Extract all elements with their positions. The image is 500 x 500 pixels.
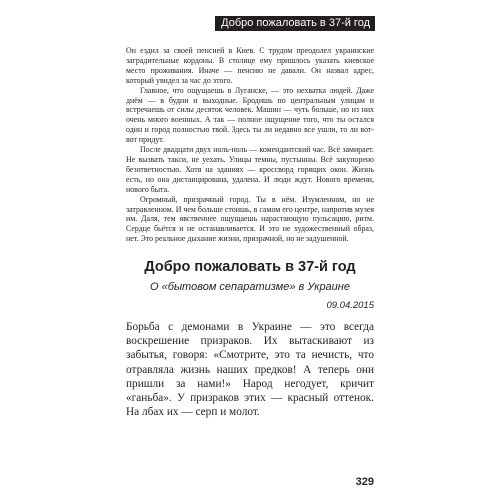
running-header: Добро пожаловать в 37-й год	[215, 16, 375, 31]
section-subtitle: О «бытовом сепаратизме» в Украине	[150, 281, 350, 294]
paragraph: Он ездил за своей пенсией в Киев. С трудом преодолел украинские заградительные кордоны. В столице ему пришлось указать киевское место проживания. Иначе — пенсию не давали. Он назвал адрес, который увидел за час до этого.	[126, 46, 374, 85]
paragraph: После двадцати двух ноль-ноль — комендантский час. Всё замирает. Не вызвать такси, не уехать. Улицы темны, пустынны. Всё закупорено безответностью. Хотя на зданиях — кроссворд горящих окон. Жизнь есть, но она дистанцирована, удалена. И люди ждут. Нового времени, нового быта.	[126, 145, 374, 194]
article-two-body	[126, 320, 374, 419]
section-title: Добро пожаловать в 37-й год	[144, 259, 356, 276]
article-body	[126, 46, 374, 244]
page-number: 329	[355, 476, 374, 488]
paragraph: Борьба с демонами в Украине — это всегда воскрешение призраков. Их вытаскивают из забытья, говоря: «Смотрите, это та нечисть, что отравляла жизнь наших предков! А теперь они пришли за нами!» Народ негодует, кричит «ганьба». У призраков этих — красный оттенок. На лбах их — серп и молот.	[126, 321, 374, 419]
section-date: 09.04.2015	[326, 300, 374, 312]
paragraph: Огромный, призрачный город. Ты в нём. Изумленном, но не затравленном. И чем больше стоишь, в самом его центре, напротив музея им. Даля, тем явственнее ощущаешь нарастающую пульсацию, ритм. Сердце бьётся и не останавливается. И это не художественный образ, нет. Это реальное дыхание жизни, призрачной, но не задушенной.	[126, 194, 374, 244]
paragraph: Главное, что ощущаешь в Луганске, — это нехватка людей. Даже днём — в будни и выходные. Бродишь по центральным улицам и встречаешь от силы десяток человек. Машин — чуть больше, но из них очень много военных. А так — полное ощущение того, что ты остался один и город полностью твой. Здесь ты ли недавно все ушли, то ли вот-вот придут.	[126, 85, 374, 145]
